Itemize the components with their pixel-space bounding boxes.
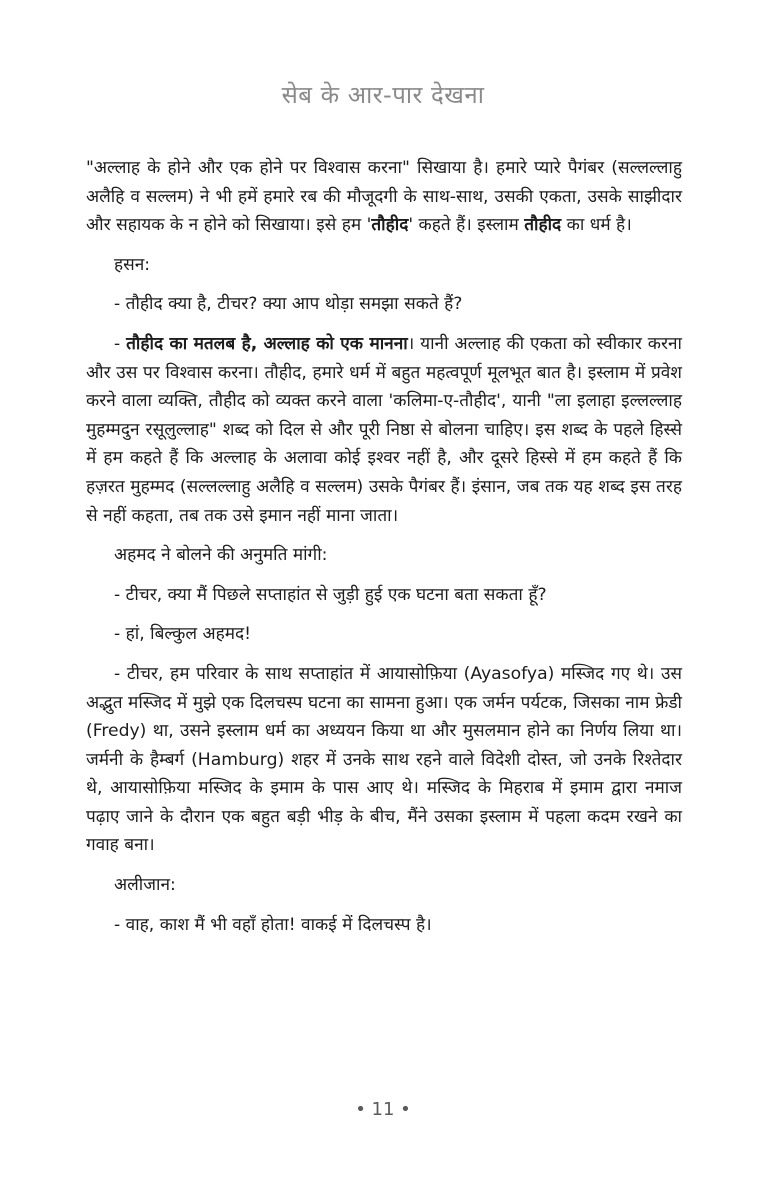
paragraph-tauhid-intro — [86, 154, 682, 240]
dialogue-line: - वाह, काश मैं भी वहाँ होता! वाकई में दिलचस्प है। — [114, 914, 432, 935]
bold-definition: तौहीद का मतलब है, अल्लाह को एक मानना — [126, 333, 408, 354]
paragraph-text: ' कहते हैं। इस्लाम — [408, 215, 525, 236]
speaker-alijan: अलीजान: — [114, 875, 176, 896]
bold-term: तौहीद — [371, 215, 409, 236]
narration-line: अहमद ने बोलने की अनुमति मांगी: — [114, 545, 328, 566]
paragraph-text: । यानी अल्लाह की एकता को स्वीकार करना और उस पर विश्वास करना। तौहीद, हमारे धर्म में बहुत महत्वपूर्ण मूलभूत बात है। इस्लाम में प्रवेश करने वाला व्यक्ति, तौहीद को व्यक्त करने वाला 'कलिमा-ए-तौहीद', यानी "ला इलाहा इल्लल्लाह मुहम्मदुन रसूलुल्लाह" शब्द को दिल से और पूरी निष्ठा से बोलना चाहिए। इस शब्द के पहले हिस्से में हम कहते हैं कि अल्लाह के अलावा कोई इश्वर नहीं है, और दूसरे हिस्से में हम कहते हैं कि हज़रत मुहम्मद (सल्लल्लाहु अलैहि व सल्लम) उसके पैगंबर हैं। इंसान, जब तक यह शब्द इस तरह से नहीं कहता, तब तक उसे इमान नहीं माना जाता। — [86, 333, 682, 526]
paragraph-ayasofya-story: - टीचर, हम परिवार के साथ सप्ताहांत में आयासोफ़िया (Ayasofya) मस्जिद गए थे। उस अद्भुत मस्जिद में मुझे एक दिलचस्प घटना का सामना हुआ। एक जर्मन पर्यटक, जिसका नाम फ्रेडी (Fredy) था, उसने इस्लाम धर्म का अध्ययन किया था और मुसलमान होने का निर्णय लिया था। जर्मनी के हैम्बर्ग (Hamburg) शहर में उनके साथ रहने वाले विदेशी दोस्त, जो उनके रिश्तेदार थे, आयासोफ़िया मस्जिद के इमाम के पास आए थे। मस्जिद के मिहराब में इमाम द्वारा नमाज पढ़ाए जाने के दौरान एक बहुत बड़ी भीड़ के बीच, मैंने उसका इस्लाम में पहला कदम रखने का गवाह बना। — [86, 663, 682, 856]
paragraph-text: "अल्लाह के होने और एक होने पर विश्वास करना" सिखाया है। हमारे प्यारे पैगंबर (सल्लल्लाहु अलैहि व सल्लम) ने भी हमें हमारे रब की मौजूदगी के साथ-साथ, उसकी एकता, उसके साझीदार और सहायक के न होने को सिखाया। इसे हम ' — [86, 158, 682, 236]
bold-term: तौहीद — [524, 215, 562, 236]
dialogue-line: - तौहीद क्या है, टीचर? क्या आप थोड़ा समझा सकते हैं? — [114, 294, 463, 315]
speaker-hasan: हसन: — [114, 254, 151, 275]
dialogue-line: - हां, बिल्कुल अहमद! — [114, 624, 252, 645]
dialogue-line: - टीचर, क्या मैं पिछले सप्ताहांत से जुड़ी हुई एक घटना बता सकता हूँ? — [114, 584, 547, 605]
paragraph-text: का धर्म है। — [561, 215, 632, 236]
paragraph-tauhid-meaning — [86, 330, 682, 530]
dialogue-dash: - — [114, 333, 127, 354]
page-number: • 11 • — [355, 1099, 411, 1120]
running-title: सेब के आर-पार देखना — [281, 81, 485, 109]
page-body — [86, 154, 682, 939]
